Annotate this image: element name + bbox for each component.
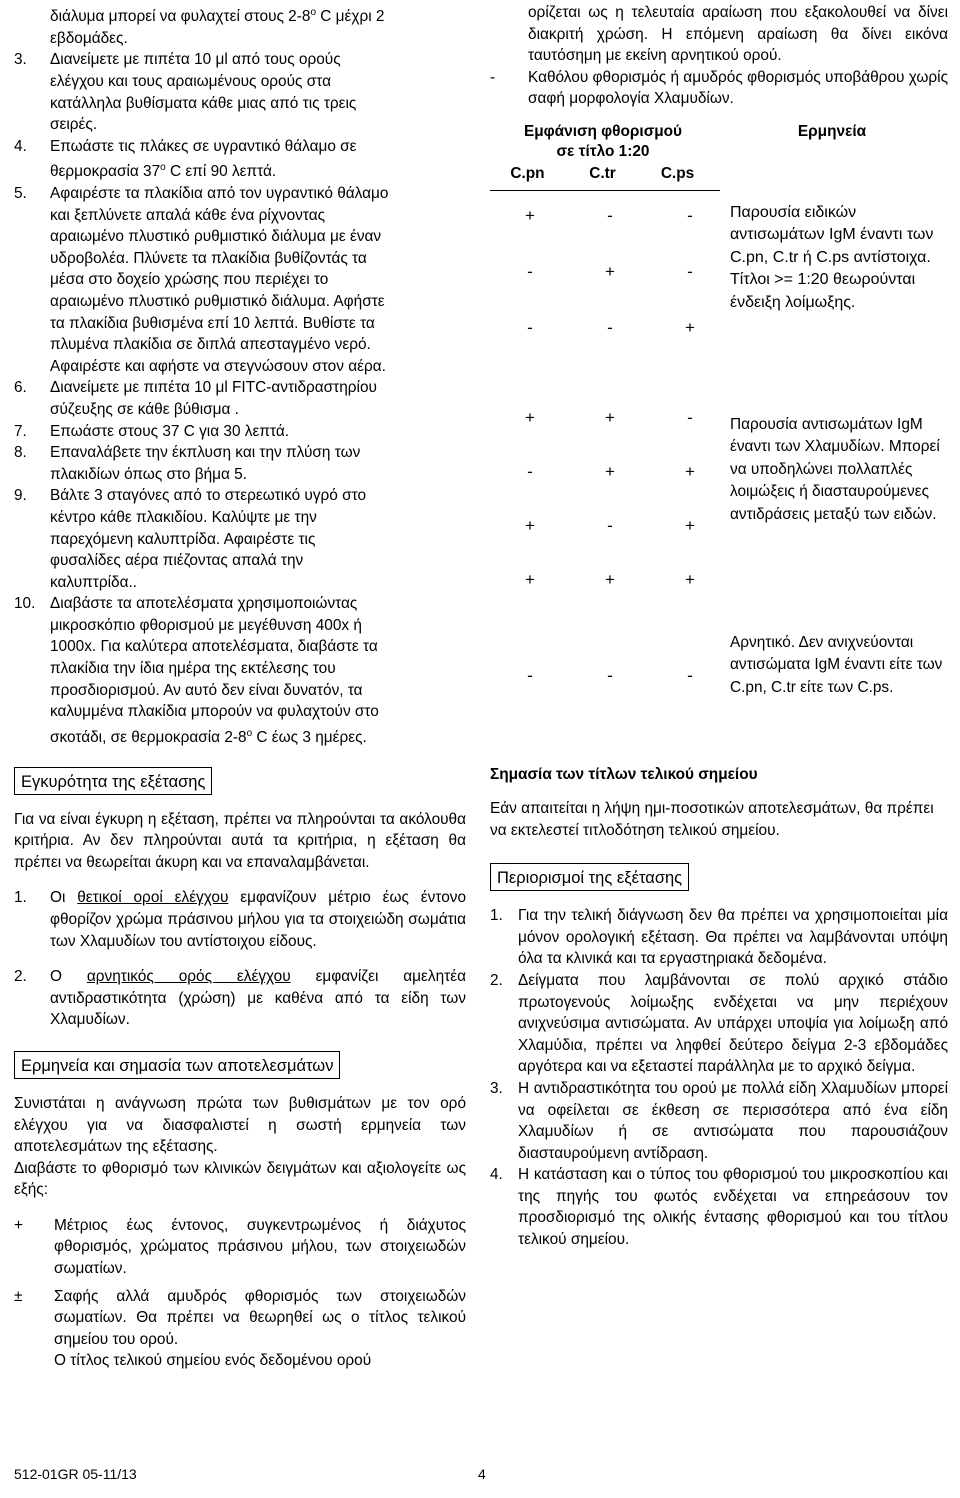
step-10: 10. Διαβάστε τα αποτελέσματα χρησιμοποιώντας μικροσκόπιο φθορισμού με μεγέθυνση 400x ή 1000x. Για καλύτερα αποτελέσματα, διαβάστε τα πλακίδια την ίδια ημέρα της εκτέλεσης του προσδιορισμού. Αν αυτό δεν είναι δυνατόν, τα καλυμμένα πλακίδια μπορούν να φυλαχτούν στο σκοτάδι, σε θερμοκρασία $2-8^o$ C έως 3 ημέρες. — [14, 595, 379, 746]
table-row: - + + — [527, 461, 695, 481]
limitations-heading: Περιορισμοί της εξέτασης — [490, 863, 689, 891]
document-code: 512-01GR 05-11/13 — [14, 1466, 137, 1482]
interpretation-2: Παρουσία αντισωμάτων IgM έναντι των Χλαμυδίων. Μπορεί να υποδηλώνει πολλαπλές λοιμώξεις ή διασταυρούμενες αντιδράσεις μεταξύ των ειδών. — [730, 415, 940, 523]
interpretation-text-2: Διαβάστε το φθορισμό των κλινικών δειγμάτων και αξιολογείτε ως εξής: — [14, 1159, 466, 1199]
interpretation-3: Αρνητικό. Δεν ανιχνεύονται αντισώματα IgM έναντι είτε των C.pn, C.tr είτε των C.ps. — [730, 633, 943, 696]
interpretation-1: Παρουσία ειδικών αντισωμάτων IgM έναντι των C.pn, C.tr ή C.ps αντίστοιχα. Τίτλοι >= 1:20 θεωρούνται ένδειξη λοίμωξης. — [730, 203, 934, 311]
criterion-1: 1. Οι θετικοί οροί ελέγχου εμφανίζουν μέτριο έως έντονο φθορίζον χρώμα πράσινου μήλου για τα στοιχειώδη σωμάτια των Χλαμυδίων του αντίστοιχου είδους. — [14, 889, 467, 950]
limitation-3: 3. Η αντιδραστικότητα του ορού με πολλά είδη Χλαμυδίων μπορεί να οφείλεται σε έκθεση σε περισσότερα από ένα είδη Χλαμυδίων ή σε αντισώματα που παρουσιάζουν διασταυρούμενη αντίδραση. — [490, 1079, 948, 1162]
limitations-section — [490, 863, 948, 1251]
table-header — [490, 122, 948, 162]
titre-definition-text: ορίζεται ως η τελευταία αραίωση που εξακολουθεί να δίνει διακριτή χρώση. Η επόμενη αραίωση θα δίνει εικόνα ταυτόσημη με εκείνη αρνητικού ορού. — [528, 4, 948, 65]
step-7: 7. Επωάστε στους 37 C για 30 λεπτά. — [14, 422, 290, 440]
species-subheader: C.pn C.tr C.ps — [510, 164, 695, 182]
step-6: 6. Διανείμετε με πιπέτα 10 μl FITC-αντιδραστηρίου σύζευξης σε κάθε βύθισμα . — [14, 379, 377, 418]
table-row: + + + — [525, 569, 695, 589]
table-row: + + - — [525, 407, 693, 427]
table-row: + - + — [525, 515, 695, 535]
limitation-2: 2. Δείγματα που λαμβάνονται σε πολύ αρχικό στάδιο πρωτογενούς λοίμωξης ενδέχεται να μην περιέχουν ανιχνεύσιμα αντισώματα. Αν υπάρχει υποψία για λοίμωξη από Χλαμύδια, πρέπει να ληφθεί δεύτερο δείγμα 2-3 εβδομάδες αργότερα και να εξεταστεί παράλληλα με το αρχικό δείγμα. — [490, 971, 948, 1076]
table-row: - - - — [527, 665, 693, 685]
step-3: 3. Διανείμετε με πιπέτα 10 μl από τους ορούς ελέγχου και τους αραιωμένους ορούς στα κατάλληλα βυθίσματα κάθε μιας από τις τρεις σειρές. — [14, 51, 357, 134]
table-row: + - - — [525, 205, 693, 225]
validity-text: Για να είναι έγκυρη η εξέταση, πρέπει να πληρούνται τα ακόλουθα κριτήρια. Αν δεν πληρούνται αυτά τα κριτήρια, η εξέταση θα πρέπει να θεωρείται άκυρη και να επαναλαμβάνεται. — [14, 810, 466, 871]
procedure-steps — [14, 49, 466, 748]
table-group-2 — [490, 408, 948, 624]
interpretation-text-1: Συνιστάται η ανάγνωση πρώτα των βυθισμάτων με τον ορό ελέγχου για να διασφαλιστεί η σωστή ερμηνεία των αποτελεσμάτων της εξέτασης. — [14, 1094, 466, 1156]
results-table — [490, 122, 948, 772]
endpoint-heading: Σημασία των τίτλων τελικού σημείου — [490, 765, 758, 783]
table-row: - - + — [527, 317, 695, 337]
left-column — [14, 2, 466, 1372]
table-group-3 — [490, 633, 948, 706]
negative-description: - Καθόλου φθορισμός ή αμυδρός φθορισμός υποβάθρου χωρίς σαφή μορφολογία Χλαμυδίων. — [490, 68, 948, 108]
interpretation-header: Ερμηνεία — [797, 122, 867, 140]
validity-section — [14, 767, 466, 1031]
validity-heading: Εγκυρότητα της εξέτασης — [14, 767, 212, 795]
step-5: 5. Αφαιρέστε τα πλακίδια από τον υγραντικό θάλαμο και ξεπλύνετε απαλά κάθε ένα ρίχνοντας αραιωμένο πλυστικό ρυθμιστικό διάλυμα με έναν υδροβολέα. Πλύνετε τα πλακίδια βυθίζοντάς τα μέσα στο δοχείο χρώσης που περιέχει το αραιωμένο πλυστικό ρυθμιστικό διάλυμα. Αφήστε τα πλακίδια βυθισμένα επί 10 λεπτά. Βυθίστε τα πλυμένα πλακίδια σε διπλά απεσταγμένο νερό. Αφαιρέστε και αφήστε να στεγνώσουν στον αέρα. — [14, 185, 389, 375]
table-row: - + - — [527, 261, 693, 281]
intro-text: διάλυμα μπορεί να φυλαχτεί στους $2-8^o$ C μέχρι 2 εβδομάδες. — [50, 7, 385, 47]
page-number: 4 — [478, 1466, 486, 1482]
limitation-1: 1. Για την τελική διάγνωση δεν θα πρέπει να χρησιμοποιείται μία μόνον ορολογική εξέταση. Θα πρέπει να λαμβάνονται υπόψη όλα τα κλινικά και τα εργαστηριακά δεδομένα. — [490, 907, 948, 968]
interpretation-heading: Ερμηνεία και σημασία των αποτελεσμάτων — [14, 1051, 340, 1079]
interpretation-section — [14, 1051, 466, 1372]
step-9: 9. Βάλτε 3 σταγόνες από το στερεωτικό υγρό στο κέντρο κάθε πλακιδίου. Καλύψτε με την παρεχόμενη καλυπτρίδα. Αφαιρέστε τις φυσαλίδες αέρα πιέζοντας απαλά την καλυπτρίδα.. — [14, 487, 367, 591]
endpoint-text: Εάν απαιτείται η λήψη ημι-ποσοτικών αποτελεσμάτων, θα πρέπει να εκτελεστεί τιτλοδότηση τελικού σημείου. — [490, 799, 934, 839]
fluorescence-header: Εμφάνιση φθορισμού σε τίτλο 1:20 — [523, 122, 683, 160]
table-rule — [490, 190, 720, 191]
right-column — [490, 2, 948, 1251]
limitation-4: 4. Η κατάσταση και ο τύπος του φθορισμού του μικροσκοπίου και της πηγής του φωτός ενδέχεται να επηρεάσουν τον προσδιορισμό της ολικής έντασης φθορισμού και του τίτλου τελικού σημείου. — [490, 1166, 948, 1249]
step-4: 4. Επωάστε τις πλάκες σε υγραντικό θάλαμο σε θερμοκρασία $37^o$ C επί 90 λεπτά. — [14, 137, 357, 181]
step-8: 8. Επαναλάβετε την έκπλυση και την πλύση των πλακιδίων όπως στο βήμα 5. — [14, 444, 361, 483]
symbol-plus-item: + Μέτριος έως έντονος, συγκεντρωμένος ή διάχυτος φθορισμός, χρώματος πράσινου μήλου, των στοιχειωδών σωματίων. — [14, 1216, 466, 1278]
symbol-plusminus-item: ± Σαφής αλλά αμυδρός φθορισμός των στοιχειωδών σωματίων. Θα πρέπει να θεωρηθεί ως ο τίτλος τελικού σημείου του ορού. Ο τίτλος τελικού σημείου ενός δεδομένου ορού — [14, 1287, 466, 1370]
table-group-1 — [490, 203, 948, 374]
criterion-2: 2. Ο αρνητικός ορός ελέγχου εμφανίζει αμελητέα αντιδραστικότητα (χρώση) με καθένα από τα είδη των Χλαμυδίων. — [14, 968, 466, 1029]
